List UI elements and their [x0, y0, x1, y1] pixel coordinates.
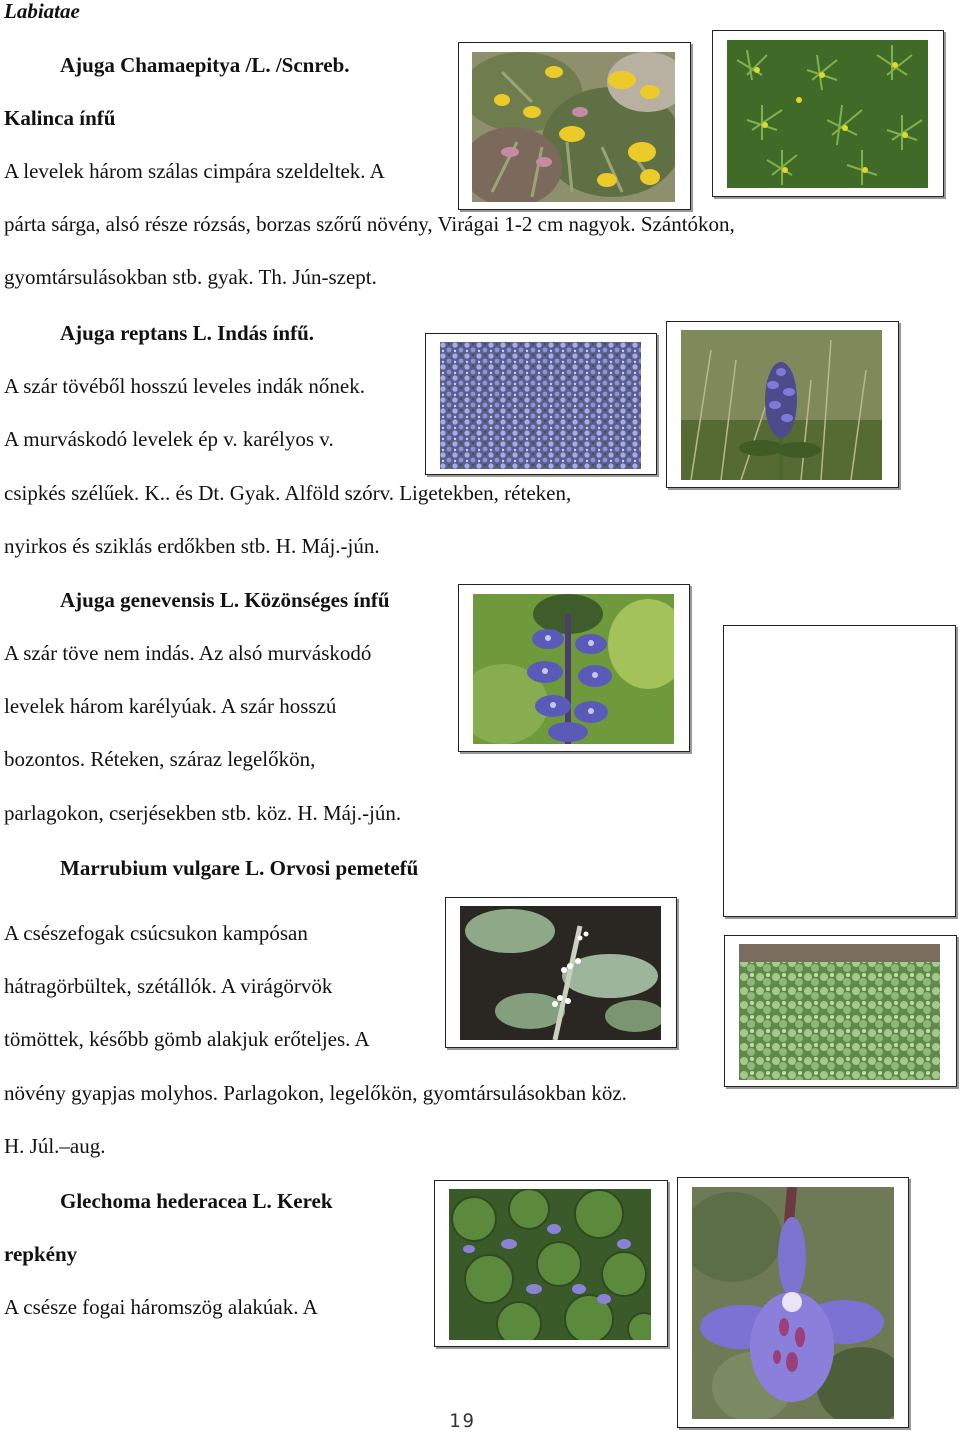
description-line: levelek három karélyúak. A szár hosszú: [4, 694, 337, 718]
species-name-chamaepitys: Ajuga Chamaepitya /L. /Scnreb.: [60, 53, 350, 77]
description-line: parlagokon, cserjésekben stb. köz. H. Máj.-jún.: [4, 801, 402, 825]
description-line: csipkés szélűek. K.. és Dt. Gyak. Alföld szórv. Ligetekben, réteken,: [4, 481, 572, 505]
photo-frame-chamaepitys-2: [712, 30, 944, 197]
page-number: 19: [449, 1410, 476, 1432]
empty-photo-frame: [723, 625, 956, 917]
photo-frame-glechoma-2: [677, 1177, 909, 1428]
photo-frame-glechoma-1: [434, 1180, 668, 1347]
species-name-marrubium: Marrubium vulgare L. Orvosi pemetefű: [60, 856, 419, 880]
photo-reptans-blue-carpet: [440, 342, 641, 469]
description-line: hátragörbültek, szétállók. A virágörvök: [4, 974, 333, 998]
description-line: A levelek három szálas cimpára szeldeltek. A: [4, 159, 385, 183]
photo-frame-marrubium-1: [445, 897, 677, 1048]
common-name-chamaepitys: Kalinca ínfű: [4, 106, 116, 130]
species-name-genevensis: Ajuga genevensis L. Közönséges ínfű: [60, 588, 390, 612]
photo-glechoma-leaves: [449, 1189, 651, 1340]
species-name-glechoma-cont: repkény: [4, 1242, 78, 1266]
description-line: A szár töve nem indás. Az alsó murváskodó: [4, 641, 372, 665]
photo-chamaepitys-foliage: [727, 40, 928, 188]
photo-frame-genevensis: [458, 584, 690, 752]
description-line: párta sárga, alsó része rózsás, borzas szőrű növény, Virágai 1-2 cm nagyok. Szántókon,: [4, 212, 735, 236]
species-name-glechoma: Glechoma hederacea L. Kerek: [60, 1189, 333, 1213]
photo-frame-reptans-1: [425, 333, 657, 475]
description-line: gyomtársulásokban stb. gyak. Th. Jún-szept.: [4, 265, 377, 289]
family-heading: Labiatae: [4, 0, 80, 23]
description-line: növény gyapjas molyhos. Parlagokon, legelőkön, gyomtársulásokban köz.: [4, 1081, 627, 1105]
photo-marrubium-clump: [739, 944, 940, 1080]
description-line: A csészefogak csúcsukon kampósan: [4, 921, 308, 945]
photo-chamaepitys-yellow-flowers: [472, 52, 675, 202]
species-name-reptans: Ajuga reptans L. Indás ínfű.: [60, 321, 315, 345]
photo-frame-chamaepitys-1: [458, 42, 691, 210]
photo-reptans-flower-spike: [681, 330, 882, 480]
photo-frame-reptans-2: [666, 321, 899, 488]
description-line: bozontos. Réteken, száraz legelőkön,: [4, 747, 316, 771]
photo-marrubium-woolly-stem: [460, 906, 661, 1040]
photo-glechoma-flower-closeup: [692, 1187, 894, 1419]
description-line: A csésze fogai háromszög alakúak. A: [4, 1295, 318, 1319]
photo-frame-marrubium-2: [724, 935, 957, 1087]
description-line: A szár tövéből hosszú leveles indák nőnek.: [4, 374, 365, 398]
description-line: nyirkos és sziklás erdőkben stb. H. Máj.-jún.: [4, 534, 380, 558]
description-line: tömöttek, később gömb alakjuk erőteljes. A: [4, 1027, 370, 1051]
photo-genevensis-flowers: [473, 594, 674, 744]
description-line: A murváskodó levelek ép v. karélyos v.: [4, 427, 334, 451]
description-line: H. Júl.–aug.: [4, 1134, 106, 1158]
